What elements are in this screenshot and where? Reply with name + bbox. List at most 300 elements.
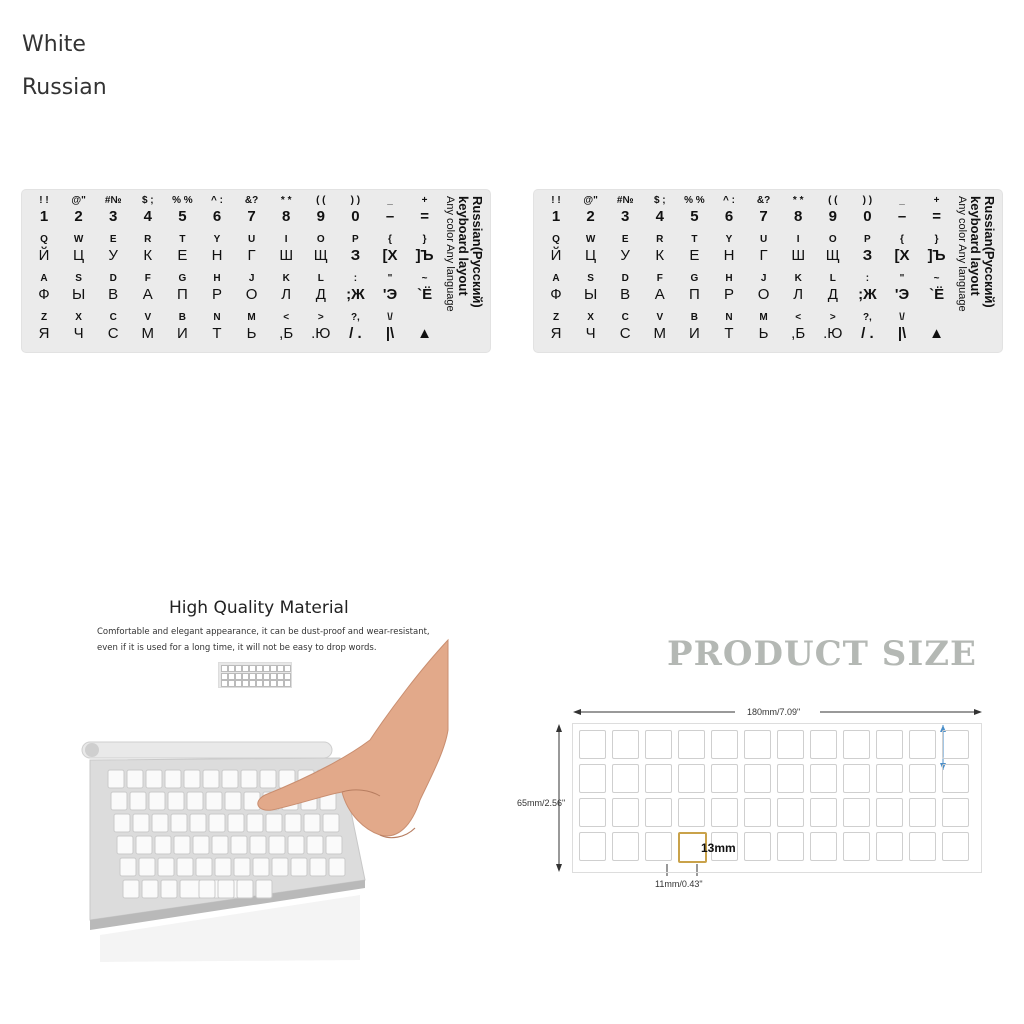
key-latin-label: * * [280,195,292,206]
key-latin-label: #№ [616,195,634,206]
key-cyrillic-label: Я [38,325,50,342]
key-latin-label: V [144,312,152,323]
sticker-key [678,233,710,271]
key-cyrillic-label: С [619,325,631,342]
keyboard-key [193,836,209,854]
sticker-key [644,311,676,349]
key-latin-label: P [864,234,871,245]
sticker-key [132,272,164,310]
sticker-key [270,311,302,349]
key-cyrillic-label: 0 [351,208,360,225]
keyboard-key [272,858,288,876]
keyboard-key [199,880,215,898]
key-latin-label: #№ [104,195,122,206]
key-cyrillic-label: [Х [894,247,910,264]
sticker-key [851,194,883,232]
size-grid-key [744,764,771,793]
key-cyrillic-label: О [757,286,770,303]
sticker-key [132,311,164,349]
keyboard-key [203,770,219,788]
sticker-key [236,194,268,232]
sticker-key [817,194,849,232]
key-cyrillic-label: 0 [863,208,872,225]
sticker-key [782,194,814,232]
key-latin-label: : [353,273,358,284]
product-size-panel [517,620,1000,920]
key-cyrillic-label: / . [349,325,362,342]
quality-title: High Quality Material [169,598,349,618]
size-grid-key [612,764,639,793]
keyboard-key [168,792,184,810]
sticker-keys [28,194,444,348]
key-latin-label: > [829,312,836,323]
quality-panel [80,590,460,970]
key-cyrillic-label: Л [281,286,292,303]
side-title-2: keyboard layout [968,196,983,296]
keyboard-key [123,880,139,898]
sticker-key [166,194,198,232]
key-latin-label: ) ) [350,195,361,206]
size-grid-key [744,832,771,861]
key-cyrillic-label: Ш [279,247,294,264]
size-grid-key [909,764,936,793]
sticker-key [644,233,676,271]
key-latin-label: A [40,273,48,284]
keyboard-key [285,814,301,832]
size-grid-key [909,798,936,827]
key-cyrillic-label: 4 [655,208,664,225]
side-title-1: Russian(Русский) [982,196,997,308]
key-cyrillic-label: Ц [73,247,85,264]
key-latin-label: &? [756,195,771,206]
sticker-row [28,272,444,310]
key-latin-label: G [690,273,699,284]
keyboard-key [326,836,342,854]
key-latin-label: { [388,234,392,245]
keyboard-key [244,792,260,810]
sticker-key [201,311,233,349]
size-grid-key [876,832,903,861]
size-grid-key [909,832,936,861]
key-latin-label: \/ [899,312,905,323]
key-cyrillic-label: П [689,286,700,303]
key-latin-label: O [316,234,325,245]
size-grid-key [612,730,639,759]
keyboard-key [237,880,253,898]
keyboard-key [329,858,345,876]
key-cyrillic-label: Е [689,247,700,264]
key-latin-label: Y [725,234,733,245]
key-cyrillic-label: 6 [212,208,222,225]
key-cyrillic-label: 6 [724,208,734,225]
key-latin-label: A [552,273,560,284]
key-latin-label: \/ [387,312,393,323]
keyboard-key [266,814,282,832]
key-latin-label: $ ; [653,195,666,206]
sticker-key [678,311,710,349]
sticker-key [851,311,883,349]
key-latin-label: ~ [421,273,428,284]
size-grid-key [645,832,672,861]
sticker-key [374,194,406,232]
sticker-key [748,233,780,271]
key-cyrillic-label: З [862,247,873,264]
key-cyrillic-label: Ц [585,247,597,264]
keyboard-key [218,880,234,898]
quality-desc-line-2: even if it is used for a long time, it will not be easy to drop words. [97,643,377,653]
key-latin-label: H [725,273,733,284]
sticker-key [851,233,883,271]
keyboard-key [231,836,247,854]
keyboard-key [209,814,225,832]
key-latin-label: M [247,312,256,323]
keyboard-key [225,792,241,810]
sticker-key [63,233,95,271]
size-grid-key [612,798,639,827]
key-latin-label: ^ : [211,195,223,206]
sticker-key [540,194,572,232]
key-latin-label: { [900,234,904,245]
key-latin-label [409,311,441,325]
key-cyrillic-label: У [620,247,630,264]
keyboard-key [196,858,212,876]
sticker-key [305,233,337,271]
key-latin-label: ! ! [39,195,49,206]
key-cyrillic-label: Р [723,286,734,303]
keyboard-key [174,836,190,854]
key-cyrillic-label: Ф [38,286,50,303]
key-cyrillic-label: 7 [759,208,768,225]
key-latin-label: B [178,312,186,323]
key-latin-label: F [144,273,151,284]
key-latin-label: W [73,234,84,245]
size-grid-key [843,832,870,861]
sticker-key [713,233,745,271]
sticker-key [28,233,60,271]
sticker-key [339,194,371,232]
key-cyrillic-label: У [108,247,118,264]
sticker-key [409,194,441,232]
size-grid-key [810,764,837,793]
sticker-key [713,194,745,232]
size-grid-key [579,832,606,861]
keyboard-key [269,836,285,854]
keyboard-key [206,792,222,810]
sticker-row [28,233,444,271]
key-latin-label: I [796,234,800,245]
key-latin-label: _ [899,195,905,206]
keyboard-key [158,858,174,876]
key-cyrillic-label: = [932,208,941,225]
size-grid-key [612,832,639,861]
keyboard-key [171,814,187,832]
product-size-title: PRODUCT SIZE [667,634,977,674]
size-grid-key [744,730,771,759]
sticker-row [540,194,956,232]
keyboard-hand-illustration [80,590,460,970]
sticker-sheet-preview-2 [534,190,1002,352]
quality-desc-line-1: Comfortable and elegant appearance, it can be dust-proof and wear-resistant, [97,627,430,637]
sticker-key [609,233,641,271]
key-latin-label: % % [684,195,705,206]
keyboard-key [184,770,200,788]
size-grid-key [579,764,606,793]
sticker-key [782,233,814,271]
key-cyrillic-label: И [689,325,700,342]
side-title-1: Russian(Русский) [470,196,485,308]
key-cyrillic-label: 8 [282,208,291,225]
key-cyrillic-label: 2 [74,208,83,225]
sticker-key [886,233,918,271]
sticker-key [374,233,406,271]
sticker-key [305,272,337,310]
key-latin-label: C [621,312,629,323]
key-cyrillic-label: П [177,286,188,303]
sticker-key [97,311,129,349]
key-latin-label: I [284,234,288,245]
key-latin-label: _ [387,195,393,206]
key-latin-label: J [248,273,255,284]
sticker-sheet-preview-1 [22,190,490,352]
sticker-key [63,311,95,349]
keyboard-key [215,858,231,876]
key-cyrillic-label: 4 [143,208,152,225]
size-grid-key [942,764,969,793]
key-cyrillic-label: А [654,286,665,303]
key-cyrillic-label: М [141,325,155,342]
key-latin-label: " [899,273,905,284]
sticker-keys [540,194,956,348]
size-grid-key [942,832,969,861]
key-latin-label: * * [792,195,804,206]
sticker-key [575,311,607,349]
sticker-side-text [444,196,484,346]
key-latin-label: ^ : [723,195,735,206]
sticker-key [97,272,129,310]
key-latin-label: Q [40,234,48,245]
sticker-key [270,233,302,271]
key-cyrillic-label: 'Э [894,286,910,303]
key-cyrillic-label: Щ [313,247,328,264]
keyboard-key [307,836,323,854]
sticker-key [748,194,780,232]
key-latin-label: D [621,273,629,284]
key-latin-label: ?, [350,312,360,323]
key-cyrillic-label: Д [315,286,326,303]
key-latin-label: : [865,273,870,284]
size-grid [572,723,982,873]
keyboard-key [310,858,326,876]
sticker-key [305,311,337,349]
key-cyrillic-label: ;Ж [858,286,877,303]
keyboard-key [187,792,203,810]
keyboard-key [114,814,130,832]
size-grid-key [876,730,903,759]
sticker-key [28,272,60,310]
key-latin-label: Y [213,234,221,245]
key-cyrillic-label: Я [550,325,562,342]
key-cyrillic-label: Е [177,247,188,264]
sticker-key [817,233,849,271]
key-latin-label: K [282,273,290,284]
keyboard-key [149,792,165,810]
keyboard-key [260,770,276,788]
keyboard-key [117,836,133,854]
size-grid-key [744,798,771,827]
sticker-key [339,311,371,349]
keyboard-key [250,836,266,854]
key-latin-label: M [759,312,768,323]
size-grid-key [711,730,738,759]
key-cyrillic-label: О [245,286,258,303]
key-latin-label: D [109,273,117,284]
keyboard-key [247,814,263,832]
key-latin-label: + [421,195,428,206]
sticker-key [409,233,441,271]
keyboard-key [142,880,158,898]
key-cyrillic-label: Н [723,247,735,264]
key-cyrillic-label: 'Э [382,286,398,303]
sticker-key [28,194,60,232]
key-cyrillic-label: `Ё [929,286,945,303]
size-grid-key [876,764,903,793]
key-cyrillic-label: = [420,208,429,225]
keyboard-key [120,858,136,876]
key-gap-dimension: 11mm/0.43" [655,879,703,889]
keyboard-key [177,858,193,876]
key-cyrillic-label: 1 [551,208,561,225]
key-cyrillic-label: 9 [828,208,837,225]
sticker-key [409,272,441,310]
key-latin-label: ?, [862,312,872,323]
key-cyrillic-label: М [653,325,667,342]
key-latin-label: > [317,312,324,323]
sticker-key [609,194,641,232]
size-grid-key [579,730,606,759]
key-latin-label: E [109,234,117,245]
size-grid-key [678,730,705,759]
key-cyrillic-label: 7 [247,208,256,225]
size-grid-key [810,730,837,759]
sticker-key [817,272,849,310]
sticker-key [678,194,710,232]
key-latin-label: N [213,312,221,323]
key-latin-label: X [587,312,594,323]
key-latin-label: @" [583,195,598,206]
key-cyrillic-label: 2 [586,208,595,225]
key-latin-label: X [75,312,82,323]
key-latin-label: C [109,312,117,323]
sticker-key [166,272,198,310]
sticker-key [609,311,641,349]
sticker-key [166,233,198,271]
key-cyrillic-label: 5 [690,208,699,225]
key-cyrillic-label: Г [247,247,256,264]
key-cyrillic-label: Д [827,286,838,303]
key-cyrillic-label: / . [861,325,874,342]
sticker-row [540,272,956,310]
key-cyrillic-label: Ч [585,325,596,342]
sticker-key [132,194,164,232]
key-cyrillic-label: Й [38,247,50,264]
keyboard-key [133,814,149,832]
key-latin-label: " [387,273,393,284]
sticker-key [886,272,918,310]
size-grid-key [777,798,804,827]
key-cyrillic-label: 3 [621,208,630,225]
key-cyrillic-label: В [108,286,119,303]
keyboard-key [291,858,307,876]
size-grid-key [810,798,837,827]
sticker-key [201,194,233,232]
sticker-key [540,233,572,271]
sticker-row [28,194,444,232]
key-latin-label: V [656,312,664,323]
key-cyrillic-label: Л [793,286,804,303]
size-grid-key [777,730,804,759]
sticker-key [921,272,953,310]
sticker-key [713,311,745,349]
key-cyrillic-label: Т [212,325,222,342]
sticker-key [374,272,406,310]
key-latin-label: L [317,273,324,284]
key-latin-label: U [247,234,256,245]
size-grid-key [843,798,870,827]
key-cyrillic-label: Ч [73,325,84,342]
key-cyrillic-label: Й [550,247,562,264]
keyboard-key [190,814,206,832]
key-latin-label: S [75,273,82,284]
key-cyrillic-label: Ь [246,325,257,342]
sticker-key [236,311,268,349]
key-latin-label: % % [172,195,193,206]
sticker-key [921,194,953,232]
key-cyrillic-label: ▲ [417,325,433,342]
size-grid-key [810,832,837,861]
size-grid-key [876,798,903,827]
sticker-key [374,311,406,349]
sticker-key [575,194,607,232]
key-cyrillic-label: Н [211,247,223,264]
sticker-key [575,233,607,271]
key-latin-label: R [144,234,152,245]
keyboard-key [130,792,146,810]
keyboard-key [228,814,244,832]
sticker-key [782,311,814,349]
keyboard-key [212,836,228,854]
key-cyrillic-label: – [385,208,395,225]
key-cyrillic-label: ]Ъ [415,247,434,264]
key-cyrillic-label: [Х [382,247,398,264]
key-cyrillic-label: С [107,325,119,342]
size-grid-key [942,730,969,759]
key-cyrillic-label: Ы [71,286,86,303]
keyboard-key [111,792,127,810]
sticker-key [339,233,371,271]
key-cyrillic-label: З [350,247,361,264]
key-latin-label: } [422,234,427,245]
key-latin-label: ( ( [316,195,326,206]
sticker-key [748,311,780,349]
color-label: White [22,32,86,57]
sticker-key [409,311,441,349]
sticker-key [921,311,953,349]
key-latin-label: U [759,234,768,245]
key-cyrillic-label: Ь [758,325,769,342]
keyboard-key [241,770,257,788]
key-cyrillic-label: |\ [385,325,395,342]
sticker-key [575,272,607,310]
